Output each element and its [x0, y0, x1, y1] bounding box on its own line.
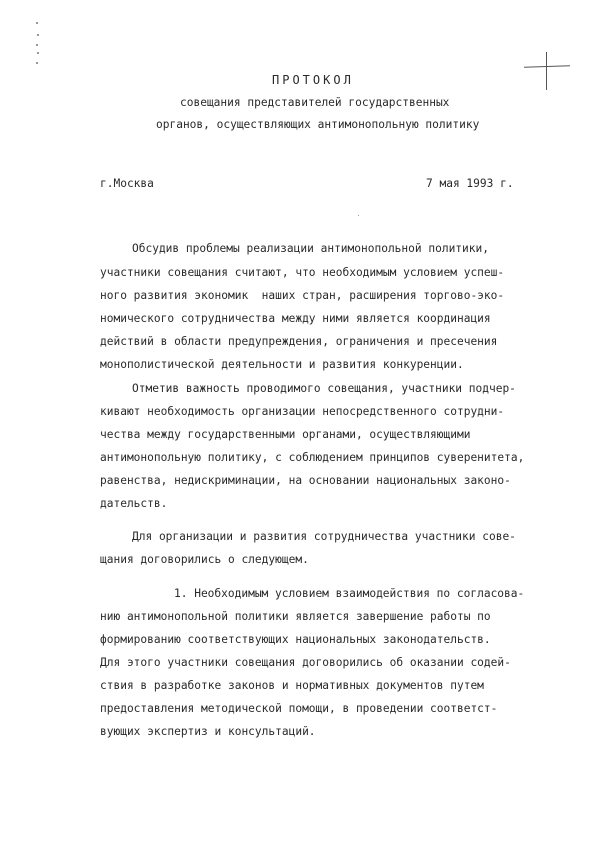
paragraph-line: Для этого участники совещания договорились об оказании содей- — [100, 656, 511, 669]
document-title: ПРОТОКОЛ — [272, 73, 354, 87]
paragraph-line: участники совещания считают, что необходимым условием успеш- — [100, 266, 505, 279]
paragraph-line: Отметив важность проводимого совещания, участники подчер- — [132, 382, 516, 395]
paragraph-line: кивают необходимость организации непосредственного сотрудни- — [100, 405, 505, 418]
paragraph-line: чества между государственными органами, осуществляющими — [100, 428, 471, 441]
paragraph-line: формированию соответствующих национальных законодательств. — [100, 633, 491, 646]
paragraph-line: ного развития экономик наших стран, расширения торгово-эко- — [100, 289, 505, 302]
margin-mark — [36, 22, 38, 24]
paragraph-line: предоставления методической помощи, в проведении соответст- — [100, 702, 498, 715]
paragraph-line: щания договорились о следующем. — [100, 553, 309, 566]
margin-mark — [37, 34, 39, 36]
paragraph-line: Для организации и развития сотрудничества участники сове- — [132, 530, 516, 543]
document-subtitle: совещания представителей государственных — [180, 96, 450, 109]
paragraph-line: номического сотрудничества между ними является координация — [100, 312, 491, 325]
margin-mark — [37, 52, 39, 54]
scan-speck — [358, 215, 359, 216]
paragraph-line: Обсудив проблемы реализации антимонопольной политики, — [132, 242, 489, 255]
paragraph-line: равенства, недискриминации, на основании национальных законо- — [100, 474, 511, 487]
paragraph-line: действий в области предупреждения, ограничения и пресечения — [100, 335, 498, 348]
paragraph-line: нию антимонопольной политики является завершение работы по — [100, 610, 491, 623]
paragraph-line: монополистической деятельности и развития конкуренции. — [100, 358, 464, 371]
document-subtitle: органов, осуществляющих антимонопольную политику — [156, 118, 480, 131]
place: г.Москва — [100, 177, 154, 190]
paragraph-line: вующих экспертиз и консультаций. — [100, 725, 316, 738]
paragraph-line: 1. Необходимым условием взаимодействия по согласова- — [174, 587, 525, 600]
paragraph-line: ствия в разработке законов и нормативных документов путем — [100, 679, 484, 692]
paragraph-line: антимонопольную политику, с соблюдением принципов суверенитета, — [100, 451, 525, 464]
margin-mark — [36, 44, 38, 46]
paragraph-line: дательств. — [100, 497, 168, 510]
handwritten-cross-mark — [524, 65, 570, 68]
handwritten-cross-mark — [546, 52, 547, 90]
margin-mark — [36, 62, 38, 64]
date: 7 мая 1993 г. — [426, 177, 514, 190]
